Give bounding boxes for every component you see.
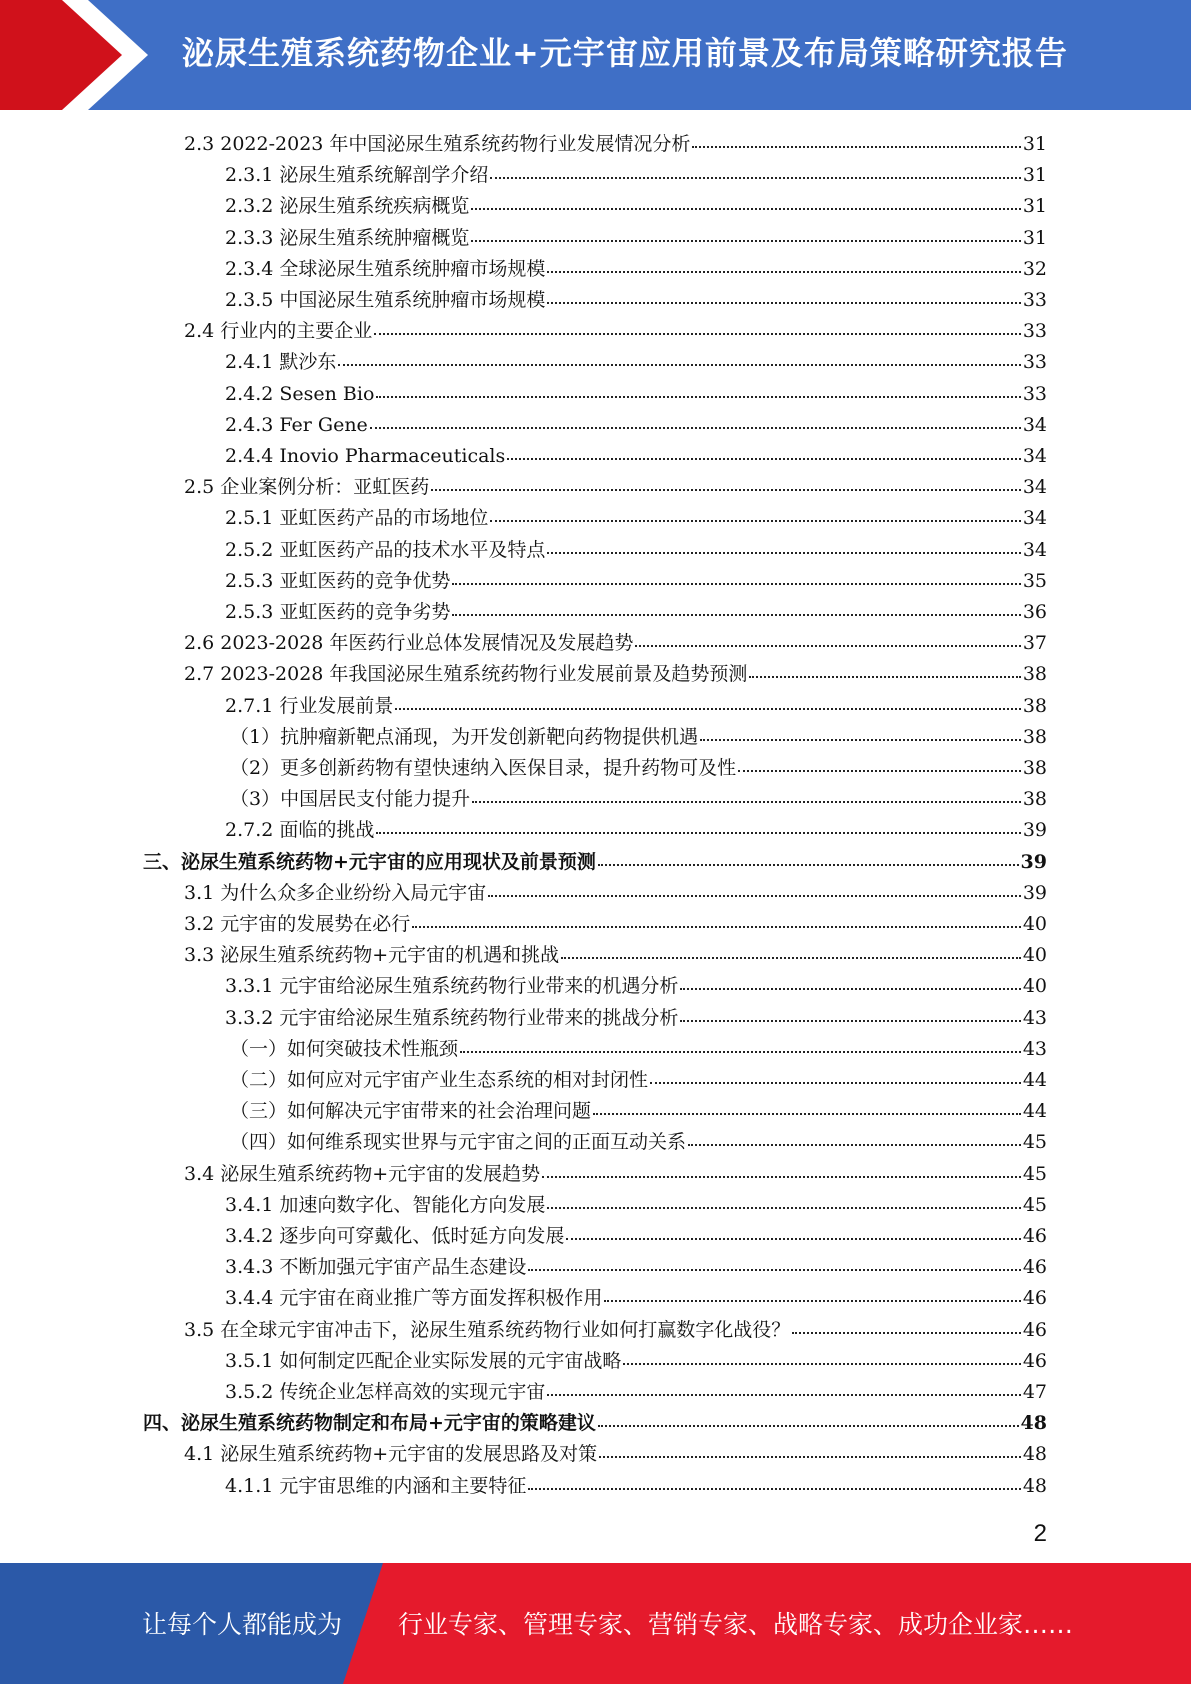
toc-dot-leader [452, 594, 1020, 616]
toc-dot-leader [561, 937, 1021, 959]
toc-entry-title: 四、泌尿生殖系统药物制定和布局+元宇宙的策略建议 [143, 1412, 596, 1435]
toc-entry[interactable] [230, 1126, 1047, 1156]
toc-dot-leader [598, 1405, 1019, 1427]
toc-dot-leader [490, 500, 1020, 522]
toc-entry-page: 33 [1022, 289, 1047, 311]
page-number: 2 [1033, 1520, 1047, 1547]
toc-entry-page: 34 [1022, 507, 1047, 530]
toc-entry-page: 39 [1020, 850, 1047, 873]
toc-entry-page: 40 [1022, 975, 1047, 998]
toc-entry-title: 3.1 为什么众多企业纷纷入局元宇宙 [184, 881, 487, 904]
toc-entry[interactable] [225, 565, 1047, 595]
toc-entry[interactable] [225, 1282, 1047, 1312]
toc-entry-page: 31 [1022, 195, 1047, 218]
toc-dot-leader [680, 1000, 1020, 1022]
toc-entry-page: 45 [1022, 1193, 1047, 1216]
toc-entry-title: 3.3.1 元宇宙给泌尿生殖系统药物行业带来的机遇分析 [225, 975, 679, 998]
toc-entry-title: （1）抗肿瘤新靶点涌现，为开发创新靶向药物提供机遇 [230, 725, 699, 748]
toc-entry-title: 2.7.2 面临的挑战 [225, 819, 375, 842]
toc-entry[interactable] [184, 471, 1047, 501]
toc-entry-page: 45 [1022, 1131, 1047, 1154]
toc-entry-title: （四）如何维系现实世界与元宇宙之间的正面互动关系 [230, 1131, 687, 1154]
page-footer [0, 1563, 1191, 1684]
toc-entry-title: （二）如何应对元宇宙产业生态系统的相对封闭性 [230, 1069, 649, 1091]
toc-dot-leader [635, 625, 1020, 647]
toc-entry-page: 31 [1022, 133, 1047, 155]
toc-entry-title: 2.4 行业内的主要企业 [184, 320, 373, 343]
toc-entry[interactable] [184, 877, 1047, 907]
toc-entry-page: 39 [1022, 881, 1047, 904]
toc-entry[interactable] [225, 253, 1047, 283]
toc-dot-leader [738, 750, 1021, 772]
toc-entry-title: 2.7 2023-2028 年我国泌尿生殖系统药物行业发展前景及趋势预测 [184, 663, 748, 686]
toc-entry-page: 48 [1022, 1443, 1047, 1466]
toc-dot-leader [623, 1343, 1020, 1365]
toc-entry-title: 3.4.1 加速向数字化、智能化方向发展 [225, 1193, 546, 1216]
toc-entry[interactable] [225, 159, 1047, 189]
toc-dot-leader [471, 220, 1020, 242]
toc-entry[interactable] [225, 502, 1047, 532]
toc-entry-title: 2.5.3 亚虹医药的竞争优势 [225, 569, 451, 592]
toc-entry[interactable] [184, 627, 1047, 657]
toc-entry[interactable] [225, 378, 1047, 408]
toc-entry-title: 2.4.4 Inovio Pharmaceuticals [225, 445, 506, 467]
toc-entry[interactable] [230, 721, 1047, 751]
toc-dot-leader [395, 688, 1020, 710]
toc-entry-page: 46 [1022, 1225, 1047, 1247]
toc-entry-title: 3.5 在全球元宇宙冲击下，泌尿生殖系统药物行业如何打赢数字化战役？ [184, 1318, 791, 1341]
toc-entry-title: 2.5.2 亚虹医药产品的技术水平及特点 [225, 538, 546, 561]
toc-entry[interactable] [184, 658, 1047, 688]
toc-entry-page: 31 [1022, 164, 1047, 187]
toc-entry[interactable] [184, 908, 1047, 938]
toc-entry[interactable] [225, 1376, 1047, 1406]
toc-entry-title: 三、泌尿生殖系统药物+元宇宙的应用现状及前景预测 [143, 850, 596, 873]
toc-dot-leader [338, 344, 1020, 366]
toc-entry-page: 34 [1022, 413, 1047, 436]
toc-entry-title: 2.3.1 泌尿生殖系统解剖学介绍 [225, 164, 489, 187]
toc-entry-title: 2.3.2 泌尿生殖系统疾病概览 [225, 195, 470, 218]
toc-entry-title: 2.4.2 Sesen Bio [225, 382, 375, 405]
toc-dot-leader [374, 313, 1021, 335]
toc-dot-leader [688, 1124, 1021, 1146]
toc-dot-leader [370, 407, 1021, 429]
toc-entry-title: 3.3 泌尿生殖系统药物+元宇宙的机遇和挑战 [184, 944, 560, 967]
toc-entry[interactable] [184, 1158, 1047, 1188]
toc-entry-title: 3.5.2 传统企业怎样高效的实现元宇宙 [225, 1381, 546, 1403]
toc-entry-page: 38 [1022, 788, 1047, 811]
toc-entry[interactable] [225, 284, 1047, 314]
toc-entry-title: 3.4.2 逐步向可穿戴化、低时延方向发展 [225, 1225, 565, 1247]
toc-entry-page: 34 [1022, 538, 1047, 561]
toc-entry[interactable] [143, 1407, 1047, 1437]
toc-entry[interactable] [143, 846, 1047, 876]
toc-entry-page: 43 [1022, 1037, 1047, 1060]
toc-entry-title: 2.4.3 Fer Gene [225, 413, 368, 436]
toc-entry[interactable] [225, 1002, 1047, 1032]
toc-entry-page: 38 [1022, 725, 1047, 748]
toc-entry-page: 37 [1022, 632, 1047, 655]
toc-entry-title: 4.1.1 元宇宙思维的内涵和主要特征 [225, 1474, 527, 1497]
toc-entry[interactable] [225, 1345, 1047, 1375]
toc-entry-title: 2.3.4 全球泌尿生殖系统肿瘤市场规模 [225, 257, 546, 280]
toc-entry[interactable] [225, 440, 1047, 470]
toc-entry[interactable] [225, 346, 1047, 376]
toc-dot-leader [749, 656, 1020, 678]
toc-entry-title: 3.4.3 不断加强元宇宙产品生态建设 [225, 1256, 527, 1279]
toc-dot-leader [692, 126, 1020, 148]
toc-entry[interactable] [184, 1314, 1047, 1344]
toc-entry[interactable] [225, 1470, 1047, 1500]
toc-entry-page: 32 [1022, 257, 1047, 280]
toc-entry-page: 38 [1022, 663, 1047, 686]
toc-entry-page: 48 [1022, 1474, 1047, 1497]
toc-entry-title: 2.5.1 亚虹医药产品的市场地位 [225, 507, 489, 530]
toc-dot-leader [547, 282, 1020, 304]
toc-entry[interactable] [225, 222, 1047, 252]
toc-dot-leader [471, 188, 1020, 210]
toc-entry[interactable] [225, 190, 1047, 220]
toc-entry-title: 3.2 元宇宙的发展势在必行 [184, 913, 411, 935]
toc-entry-page: 43 [1022, 1006, 1047, 1029]
toc-entry-title: （2）更多创新药物有望快速纳入医保目录，提升药物可及性 [230, 757, 737, 779]
toc-entry-title: （三）如何解决元宇宙带来的社会治理问题 [230, 1100, 592, 1123]
toc-dot-leader [452, 563, 1020, 585]
toc-entry-title: 2.5 企业案例分析：亚虹医药 [184, 476, 430, 499]
toc-entry-title: 2.3 2022-2023 年中国泌尿生殖系统药物行业发展情况分析 [184, 133, 691, 155]
toc-entry-page: 34 [1022, 445, 1047, 467]
toc-dot-leader [507, 438, 1021, 460]
toc-entry-page: 45 [1022, 1162, 1047, 1185]
toc-entry[interactable] [184, 128, 1047, 158]
toc-entry-title: （一）如何突破技术性瓶颈 [230, 1037, 459, 1060]
toc-entry-page: 33 [1022, 320, 1047, 343]
toc-dot-leader [650, 1062, 1021, 1084]
toc-dot-leader [431, 469, 1021, 491]
toc-entry-title: 3.3.2 元宇宙给泌尿生殖系统药物行业带来的挑战分析 [225, 1006, 679, 1029]
toc-entry-page: 36 [1022, 601, 1047, 623]
toc-dot-leader [376, 376, 1020, 398]
toc-entry-title: 2.7.1 行业发展前景 [225, 694, 394, 717]
toc-entry-title: 4.1 泌尿生殖系统药物+元宇宙的发展思路及对策 [184, 1443, 598, 1466]
toc-dot-leader [412, 906, 1021, 928]
toc-entry[interactable] [225, 690, 1047, 720]
toc-dot-leader [598, 844, 1019, 866]
toc-entry-page: 46 [1022, 1256, 1047, 1279]
toc-entry[interactable] [184, 315, 1047, 345]
toc-entry[interactable] [225, 534, 1047, 564]
toc-dot-leader [680, 968, 1020, 990]
toc-dot-leader [376, 812, 1020, 834]
toc-entry-page: 44 [1022, 1100, 1047, 1123]
toc-dot-leader [566, 1218, 1020, 1240]
toc-entry[interactable] [225, 1189, 1047, 1219]
toc-dot-leader [547, 1187, 1020, 1209]
toc-dot-leader [700, 719, 1021, 741]
report-title: 泌尿生殖系统药物企业+元宇宙应用前景及布局策略研究报告 [182, 34, 1068, 72]
toc-dot-leader [599, 1436, 1021, 1458]
footer-slogan-left: 让每个人都能成为 [142, 1610, 343, 1639]
toc-dot-leader [472, 781, 1021, 803]
toc-entry-page: 38 [1022, 757, 1047, 779]
toc-dot-leader [792, 1312, 1021, 1334]
toc-dot-leader [542, 1156, 1021, 1178]
toc-entry[interactable] [225, 1220, 1047, 1250]
toc-entry[interactable] [230, 1064, 1047, 1094]
toc-entry[interactable] [184, 1438, 1047, 1468]
toc-dot-leader [547, 532, 1020, 554]
toc-entry-title: 2.3.3 泌尿生殖系统肿瘤概览 [225, 226, 470, 249]
toc-entry-title: 2.6 2023-2028 年医药行业总体发展情况及发展趋势 [184, 632, 634, 655]
toc-entry[interactable] [184, 939, 1047, 969]
toc-dot-leader [593, 1093, 1021, 1115]
toc-entry-page: 40 [1022, 944, 1047, 967]
toc-dot-leader [528, 1249, 1020, 1271]
toc-entry-page: 46 [1022, 1318, 1047, 1341]
toc-entry-page: 35 [1022, 569, 1047, 592]
toc-entry[interactable] [225, 409, 1047, 439]
toc-entry-title: 2.5.3 亚虹医药的竞争劣势 [225, 601, 451, 623]
toc-entry-page: 33 [1022, 382, 1047, 405]
toc-dot-leader [460, 1031, 1021, 1053]
toc-entry[interactable] [225, 814, 1047, 844]
toc-entry-page: 31 [1022, 226, 1047, 249]
toc-entry-title: 3.4.4 元宇宙在商业推广等方面发挥积极作用 [225, 1287, 603, 1310]
toc-dot-leader [528, 1468, 1020, 1490]
toc-entry-page: 48 [1020, 1412, 1047, 1435]
toc-dot-leader [547, 1374, 1020, 1396]
toc-entry[interactable] [230, 783, 1047, 813]
toc-entry[interactable] [230, 752, 1047, 782]
toc-dot-leader [490, 157, 1020, 179]
toc-entry-title: 2.4.1 默沙东 [225, 351, 337, 374]
footer-slogan-right: 行业专家、管理专家、营销专家、战略专家、成功企业家…… [398, 1610, 1074, 1639]
toc-entry[interactable] [230, 1033, 1047, 1063]
toc-entry-title: 3.5.1 如何制定匹配企业实际发展的元宇宙战略 [225, 1349, 622, 1372]
toc-entry-page: 44 [1022, 1069, 1047, 1091]
toc-entry-title: 3.4 泌尿生殖系统药物+元宇宙的发展趋势 [184, 1162, 541, 1185]
toc-entry[interactable] [225, 596, 1047, 626]
toc-entry-page: 46 [1022, 1287, 1047, 1310]
toc-entry-title: 2.3.5 中国泌尿生殖系统肿瘤市场规模 [225, 289, 546, 311]
toc-dot-leader [604, 1280, 1020, 1302]
toc-entry-page: 33 [1022, 351, 1047, 374]
toc-entry-page: 39 [1022, 819, 1047, 842]
toc-entry-page: 46 [1022, 1349, 1047, 1372]
toc-dot-leader [488, 875, 1021, 897]
toc-entry-page: 47 [1022, 1381, 1047, 1403]
toc-entry-page: 40 [1022, 913, 1047, 935]
toc-entry-page: 34 [1022, 476, 1047, 499]
toc-entry[interactable] [225, 970, 1047, 1000]
toc-entry-title: （3）中国居民支付能力提升 [230, 788, 471, 811]
toc-dot-leader [547, 251, 1020, 273]
toc-entry-page: 38 [1022, 694, 1047, 717]
page-header [0, 0, 1191, 110]
toc-entry[interactable] [225, 1251, 1047, 1281]
toc-entry[interactable] [230, 1095, 1047, 1125]
